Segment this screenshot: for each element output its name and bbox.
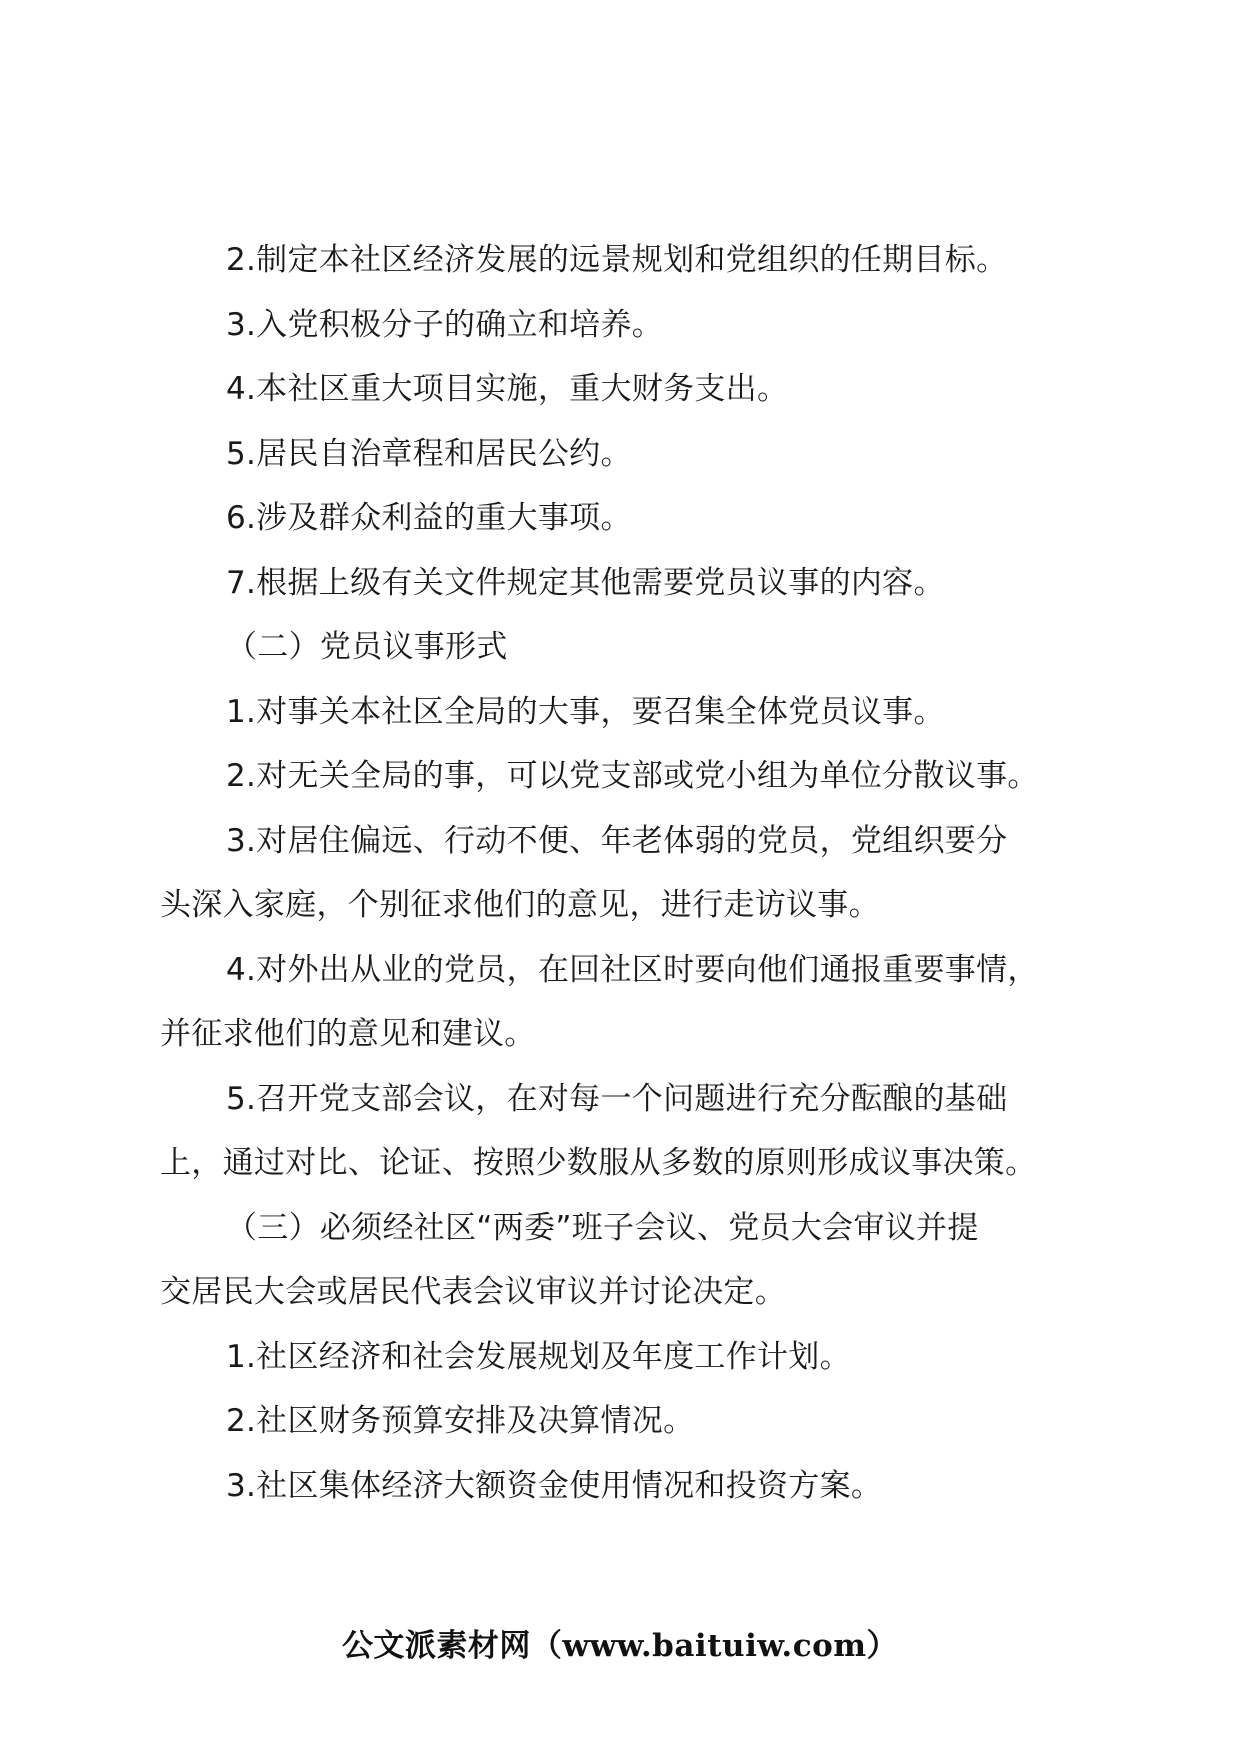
text-line: 5.召开党支部会议，在对每一个问题进行充分酝酿的基础	[226, 1080, 1008, 1117]
footer-watermark: 公文派素材网（www.baituiw.com）	[341, 1628, 899, 1664]
text-line-continuation: 上，通过对比、论证、按照少数服从多数的原则形成议事决策。	[160, 1145, 1037, 1181]
text-line: 3.对居住偏远、行动不便、年老体弱的党员，党组织要分	[226, 822, 1008, 859]
text-line: 1.对事关本社区全局的大事，要召集全体党员议事。	[226, 693, 945, 730]
document-body	[160, 228, 1090, 1518]
text-line: 4.对外出从业的党员，在回社区时要向他们通报重要事情，	[226, 951, 1039, 988]
text-line: 6.涉及群众利益的重大事项。	[226, 500, 632, 536]
text-line: 3.入党积极分子的确立和培养。	[226, 306, 664, 343]
text-line: 2.对无关全局的事，可以党支部或党小组为单位分散议事。	[226, 758, 1039, 794]
text-line: 4.本社区重大项目实施，重大财务支出。	[226, 371, 789, 407]
section-heading: （二）党员议事形式	[226, 629, 508, 665]
text-line: 5.居民自治章程和居民公约。	[226, 435, 632, 472]
text-line-continuation: 并征求他们的意见和建议。	[160, 1016, 536, 1052]
text-line: 2.社区财务预算安排及决算情况。	[226, 1403, 695, 1439]
text-line-continuation: 头深入家庭，个别征求他们的意见，进行走访议事。	[160, 887, 880, 923]
text-line-continuation: 交居民大会或居民代表会议审议并讨论决定。	[160, 1274, 786, 1310]
text-line: 3.社区集体经济大额资金使用情况和投资方案。	[226, 1467, 883, 1504]
text-line: 1.社区经济和社会发展规划及年度工作计划。	[226, 1338, 851, 1375]
text-line: 7.根据上级有关文件规定其他需要党员议事的内容。	[226, 564, 945, 601]
section-heading: （三）必须经社区“两委”班子会议、党员大会审议并提	[226, 1209, 979, 1246]
text-line: 2.制定本社区经济发展的远景规划和党组织的任期目标。	[226, 242, 1008, 278]
